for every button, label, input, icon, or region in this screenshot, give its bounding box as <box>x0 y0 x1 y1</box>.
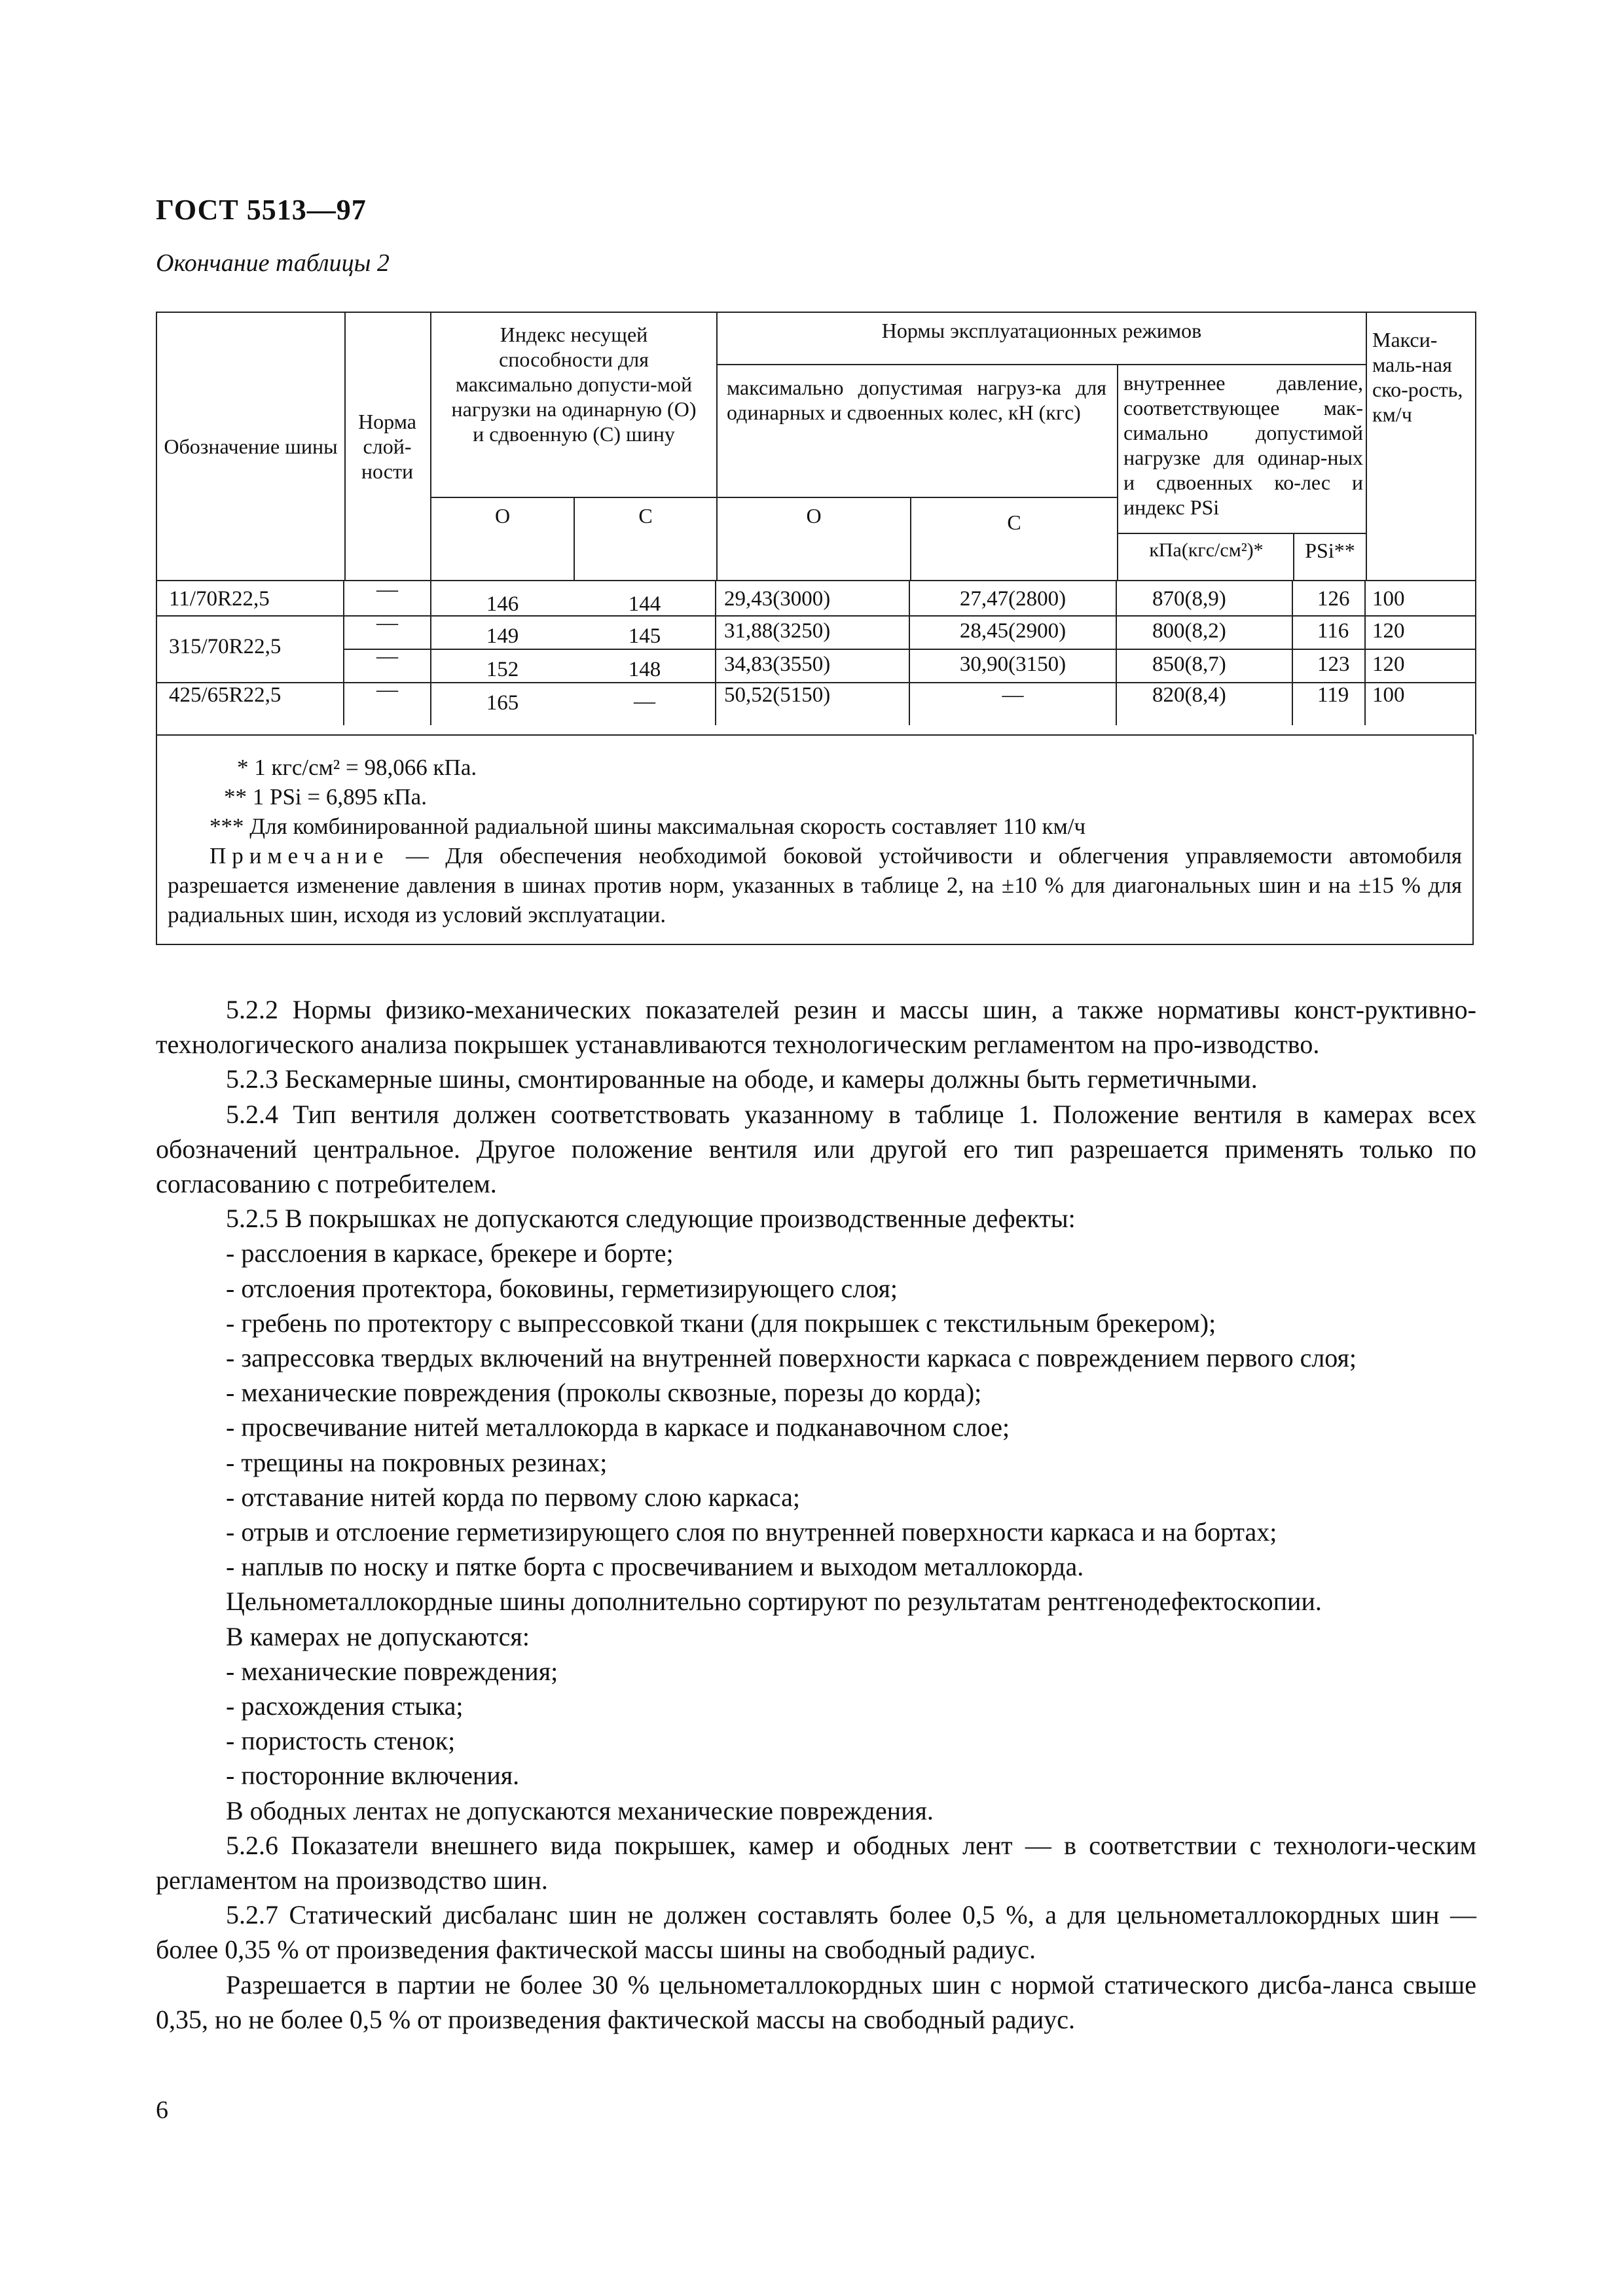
cell-idx-o: 152 <box>486 658 519 681</box>
header-psi: PSi** <box>1305 539 1355 562</box>
cell-psi: 119 <box>1317 683 1349 707</box>
cell-load-c: 30,90(3150) <box>959 653 1067 676</box>
cell-psi: 126 <box>1317 587 1350 611</box>
cell-load-o: 29,43(3000) <box>724 587 831 611</box>
cell-psi: 116 <box>1317 619 1349 643</box>
header-index-c: С <box>638 504 653 528</box>
body-paragraph: - трещины на покровных резинах; <box>226 1447 608 1477</box>
header-max-load: максимально допустимая нагруз-ка для одинарных и сдвоенных колес, кН (кгс) <box>727 376 1106 424</box>
body-paragraph: - просвечивание нитей металлокорда в каркасе и подканавочном слое; <box>226 1412 1010 1443</box>
cell-kpa: 820(8,4) <box>1152 683 1226 707</box>
cell-load-c: 27,47(2800) <box>959 587 1067 611</box>
body-paragraph: 5.2.5 В покрышках не допускаются следующие производственные дефекты: <box>226 1204 1076 1234</box>
cell-speed: 120 <box>1372 619 1405 643</box>
body-paragraph: 5.2.7 Статический дисбаланс шин не должен составлять более 0,5 %, а для цельнометаллокордных шин — более 0,35 % от произведения фактической массы шины на свободный радиус. <box>156 1900 1476 1965</box>
body-paragraph: - наплыв по носку и пятке борта с просвечиванием и выходом металлокорда. <box>226 1552 1084 1582</box>
cell-load-o: 34,83(3550) <box>724 653 831 676</box>
cell-idx-o: 165 <box>486 691 519 715</box>
note-label: Примечание <box>210 843 390 869</box>
body-paragraph: 5.2.2 Нормы физико-механических показателей резин и массы шин, а также нормативы конст-руктивно-технологического анализа покрышек устанавливаются технологическим регламентом на про-изводство. <box>156 995 1476 1060</box>
body-paragraph: В камерах не допускаются: <box>226 1621 530 1651</box>
body-paragraph: - механические повреждения (проколы сквозные, порезы до корда); <box>226 1378 982 1408</box>
body-paragraph: 5.2.6 Показатели внешнего вида покрышек, камер и ободных лент — в соответствии с технологи-ческим регламентом на производство шин. <box>156 1830 1476 1895</box>
body-paragraph: Разрешается в партии не более 30 % цельнометаллокордных шин с нормой статического дисба-ланса свыше 0,35, но не более 0,5 % от произведения фактической массы на свободный радиус. <box>156 1969 1476 2034</box>
cell-speed: 100 <box>1372 587 1405 611</box>
table-body <box>156 580 1476 734</box>
cell-designation: 425/65R22,5 <box>169 683 282 707</box>
body-paragraph: - посторонние включения. <box>226 1761 520 1791</box>
cell-psi: 123 <box>1317 653 1350 676</box>
header-load-o: О <box>806 504 822 528</box>
table-notes <box>156 734 1474 945</box>
body-paragraph: - механические повреждения; <box>226 1656 558 1686</box>
table-caption: Окончание таблицы 2 <box>156 249 390 277</box>
cell-ply: — <box>376 645 398 668</box>
body-paragraph: - расслоения в каркасе, брекере и борте; <box>226 1238 674 1268</box>
cell-kpa: 850(8,7) <box>1152 653 1226 676</box>
cell-idx-c: 144 <box>628 592 661 616</box>
header-kpa: кПа(кгс/см²)* <box>1149 539 1264 561</box>
table-header-grid <box>156 312 1476 581</box>
cell-idx-c: 148 <box>628 658 661 681</box>
header-ply-rating: Норма слой-ности <box>344 313 431 580</box>
header-designation: Обозначение шины <box>157 313 346 580</box>
note-text: — Для обеспечения необходимой боковой устойчивости и облегчения управляемости автомобиля разрешается изменение давления в шинах против норм, указанных в таблице 2, на ±10 % для диагональных шин и на ±15 % для радиальных шин, исходя из условий эксплуатации. <box>168 843 1462 927</box>
header-index-o: О <box>494 504 511 528</box>
header-operating-modes: Нормы эксплуатационных режимов <box>881 319 1202 342</box>
cell-ply: — <box>376 678 398 702</box>
body-paragraph: 5.2.3 Бескамерные шины, смонтированные на ободе, и камеры должны быть герметичными. <box>226 1064 1258 1094</box>
header-load-index: Индекс несущей способности для максимально допусти-мой нагрузки на одинарную (О) и сдвоенную (С) шину <box>451 323 697 446</box>
footnote-kgf: * 1 кгс/см² = 98,066 кПа. <box>237 755 477 780</box>
body-paragraph: - отставание нитей корда по первому слою каркаса; <box>226 1482 800 1512</box>
cell-idx-c: — <box>634 690 655 713</box>
cell-kpa: 870(8,9) <box>1152 587 1226 611</box>
header-inflation: внутреннее давление, соответствующее мак-симально допустимой нагрузке для одинар-ных и сдвоенных ко-лес и индекс PSi <box>1123 371 1363 519</box>
cell-idx-c: 145 <box>628 624 661 648</box>
body-paragraph: - гребень по протектору с выпрессовкой ткани (для покрышек с текстильным брекером); <box>226 1308 1216 1338</box>
cell-idx-o: 149 <box>486 624 519 648</box>
cell-ply: — <box>376 611 398 635</box>
footnote-speed: *** Для комбинированной радиальной шины максимальная скорость составляет 110 км/ч <box>210 814 1086 839</box>
body-paragraph: - запрессовка твердых включений на внутренней поверхности каркаса с повреждением первого слоя; <box>226 1343 1357 1373</box>
document-title: ГОСТ 5513—97 <box>156 194 367 226</box>
body-paragraph: - пористость стенок; <box>226 1726 456 1756</box>
footnote-psi: ** 1 PSi = 6,895 кПа. <box>224 784 427 810</box>
body-paragraph: - расхождения стыка; <box>226 1691 464 1721</box>
cell-ply: — <box>376 578 398 601</box>
cell-load-o: 31,88(3250) <box>724 619 831 643</box>
cell-idx-o: 146 <box>486 592 519 616</box>
body-paragraph: Цельнометаллокордные шины дополнительно сортируют по результатам рентгенодефектоскопии. <box>226 1587 1322 1617</box>
cell-designation: 11/70R22,5 <box>169 587 270 611</box>
note-paragraph <box>168 841 1462 929</box>
cell-load-c: — <box>1002 683 1024 707</box>
cell-kpa: 800(8,2) <box>1152 619 1226 643</box>
body-paragraph: - отрыв и отслоение герметизирующего слоя по внутренней поверхности каркаса и на бортах; <box>226 1517 1277 1547</box>
page-number: 6 <box>156 2096 168 2124</box>
table-row <box>157 678 1476 715</box>
cell-load-o: 50,52(5150) <box>724 683 831 707</box>
body-text <box>156 992 1476 2037</box>
cell-speed: 100 <box>1372 683 1405 707</box>
cell-designation: 315/70R22,5 <box>169 635 282 658</box>
header-load-c: С <box>1007 511 1021 534</box>
body-paragraph: - отслоения протектора, боковины, герметизирующего слоя; <box>226 1273 898 1303</box>
cell-load-c: 28,45(2900) <box>959 619 1067 643</box>
cell-speed: 120 <box>1372 653 1405 676</box>
header-max-speed: Макси-маль-ная ско-рость, км/ч <box>1372 328 1463 426</box>
body-paragraph: 5.2.4 Тип вентиля должен соответствовать указанному в таблице 1. Положение вентиля в камерах всех обозначений центральное. Другое положение вентиля или другой его тип разрешается применять только по согласованию с потребителем. <box>156 1099 1476 1199</box>
body-paragraph: В ободных лентах не допускаются механические повреждения. <box>226 1795 934 1825</box>
